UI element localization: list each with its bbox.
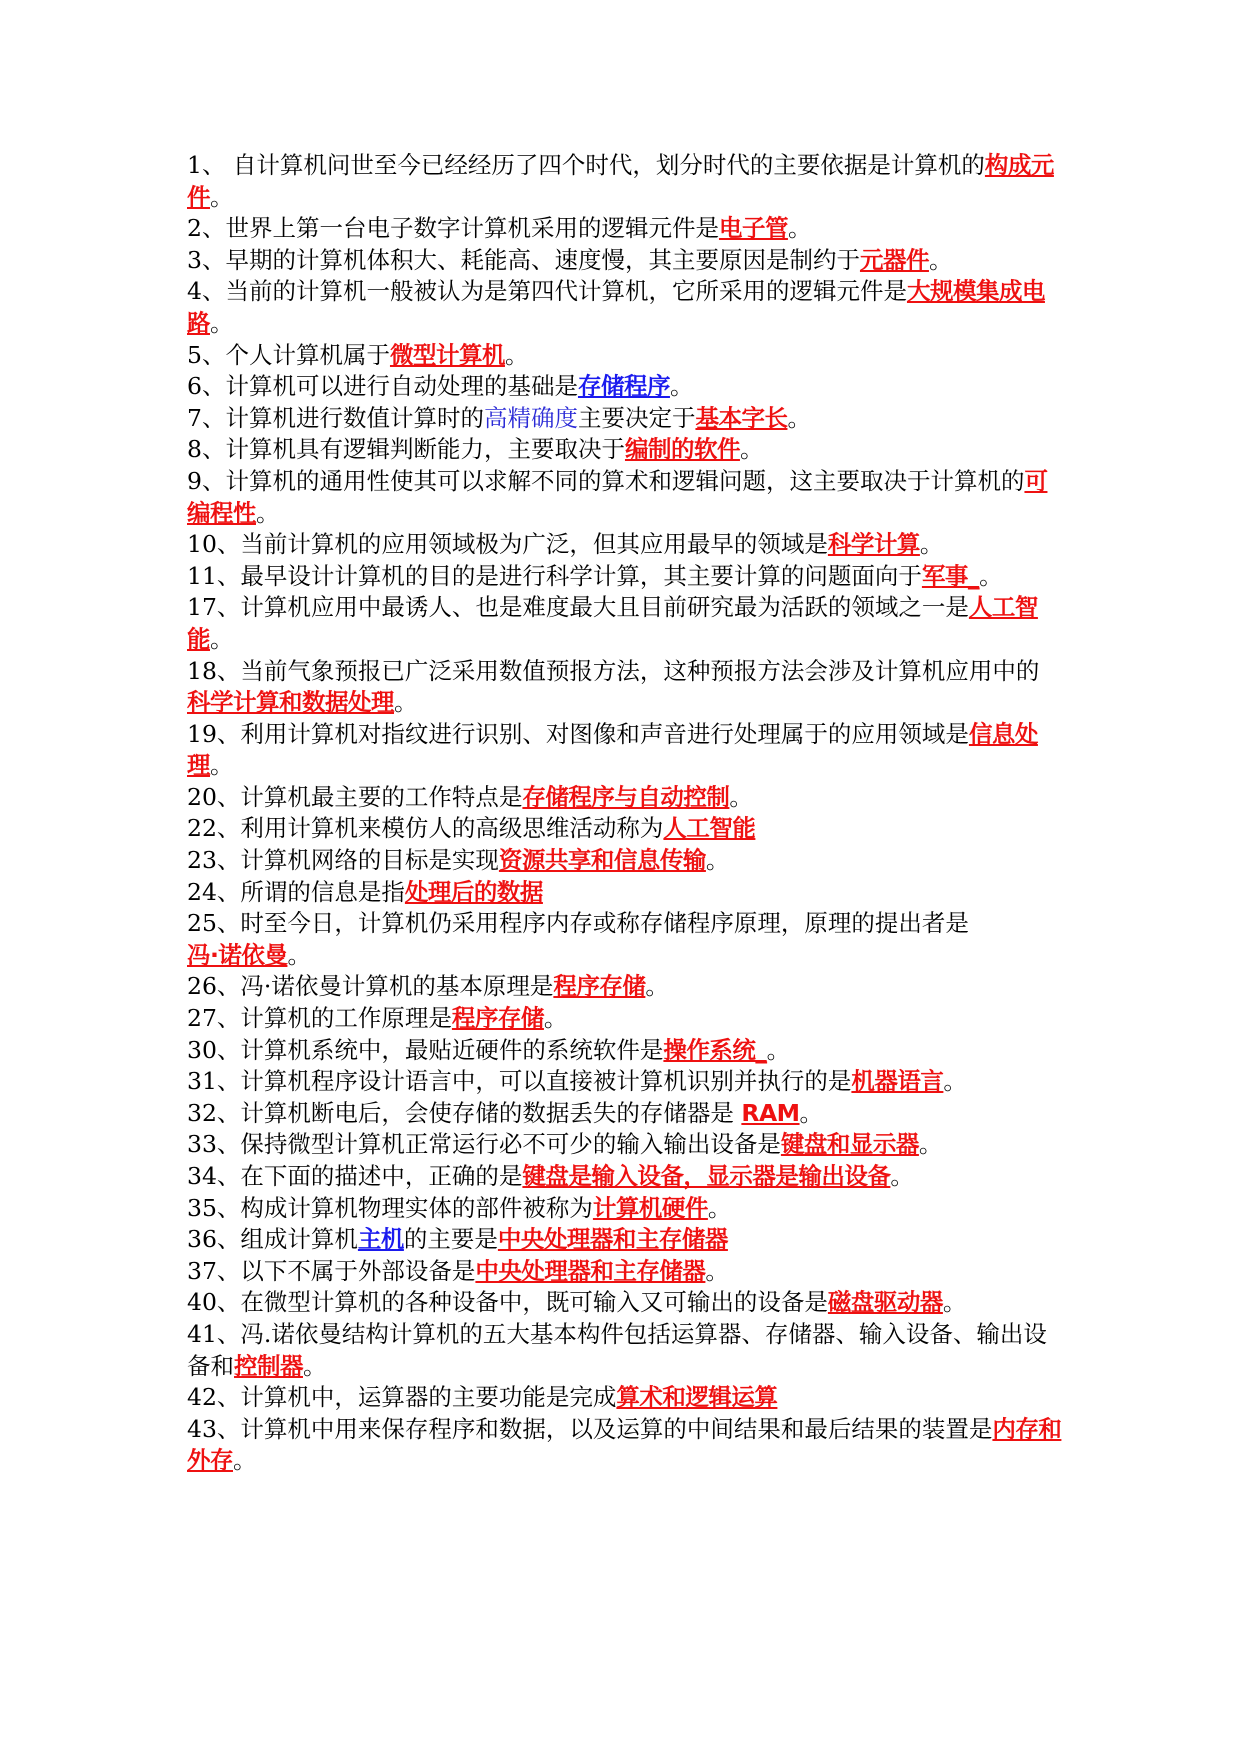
answer-text: 中央处理器和主存储器	[475, 1256, 706, 1285]
question-item	[187, 403, 1062, 435]
question-item	[187, 213, 1062, 245]
question-item	[187, 877, 1062, 909]
question-item	[187, 434, 1062, 466]
question-item	[187, 1256, 1062, 1288]
question-text: 17、计算机应用中最诱人、也是难度最大且目前研究最为活跃的领域之一是	[187, 593, 969, 622]
answer-text: 微型计算机	[389, 340, 505, 369]
question-text: 19、利用计算机对指纹进行识别、对图像和声音进行处理属于的应用领域是	[187, 719, 969, 748]
question-text: 43、计算机中用来保存程序和数据，以及运算的中间结果和最后结果的装置是	[187, 1414, 993, 1443]
question-text: 34、在下面的描述中，正确的是	[187, 1162, 523, 1190]
question-text: 。	[919, 530, 944, 559]
question-text: 。	[787, 403, 811, 432]
question-text: 37、以下不属于外部设备是	[187, 1256, 476, 1285]
question-item	[187, 845, 1062, 877]
question-text: 2、世界上第一台电子数字计算机采用的逻辑元件是	[187, 214, 719, 243]
question-item	[187, 276, 1062, 339]
question-text: 。	[256, 498, 280, 527]
answer-text: 内存和外存	[187, 1414, 1062, 1475]
question-text: 25、时至今日，计算机仍采用程序内存或称存储程序原理，原理的提出者是	[187, 909, 969, 938]
answer-text: 磁盘驱动器	[827, 1288, 943, 1317]
answer-text: 中央处理器和主存储器	[497, 1225, 728, 1254]
question-text: 8、计算机具有逻辑判断能力，主要取决于	[187, 435, 625, 464]
question-text: 35、构成计算机物理实体的部件被称为	[187, 1193, 593, 1222]
question-text: 40、在微型计算机的各种设备中，既可输入又可输出的设备是	[187, 1288, 828, 1317]
question-item	[187, 782, 1062, 814]
question-item	[187, 466, 1062, 529]
question-item	[187, 1003, 1062, 1035]
answer-text: 构成元件	[187, 151, 1054, 211]
question-text: 9、计算机的通用性使其可以求解不同的算术和逻辑问题，这主要取决于计算机的	[187, 466, 1025, 495]
answer-text: 程序存储	[451, 1004, 544, 1033]
question-item	[187, 1098, 1062, 1130]
question-text: 。	[233, 1446, 257, 1475]
question-item	[187, 1319, 1062, 1382]
answer-text: 机器语言	[851, 1067, 944, 1096]
question-text: 42、计算机中，运算器的主要功能是完成	[187, 1383, 617, 1412]
question-text: 。	[303, 1351, 327, 1380]
question-text: 。	[645, 972, 669, 1001]
question-item	[187, 1129, 1062, 1161]
answer-text: 科学计算和数据处理	[187, 688, 394, 717]
question-text: 。	[210, 308, 234, 337]
question-text: 。	[705, 846, 730, 875]
question-text: 22、利用计算机来模仿人的高级思维活动称为	[187, 814, 664, 843]
question-item	[187, 908, 1062, 971]
question-text: 32、计算机断电后，会使存储的数据丢失的存储器是	[187, 1098, 742, 1127]
answer-text: 可编程性	[187, 466, 1048, 527]
question-text: 。	[943, 1067, 967, 1096]
question-text: 18、当前气象预报已广泛采用数值预报方法，这种预报方法会涉及计算机应用中的	[187, 656, 1040, 685]
question-item	[187, 971, 1062, 1003]
question-item	[187, 813, 1062, 845]
answer-text: 科学计算	[827, 530, 920, 559]
question-text: 主要决定于	[577, 403, 696, 432]
question-text: 30、计算机系统中，最贴近硬件的系统软件是	[187, 1035, 664, 1064]
answer-text: RAM	[741, 1098, 800, 1127]
question-text: 。	[890, 1162, 914, 1190]
question-text: 。	[729, 782, 753, 811]
answer-text: 大规模集成电路	[187, 277, 1045, 337]
question-item	[187, 656, 1062, 719]
answer-text-blue: 存储程序	[577, 372, 670, 401]
question-item	[187, 561, 1062, 593]
question-text: 。	[669, 372, 694, 401]
question-text: 11、最早设计计算机的目的是进行科学计算，其主要计算的问题面向于	[187, 561, 922, 590]
question-text: 1、 自计算机问世至今已经经历了四个时代，划分时代的主要依据是计算机的	[187, 151, 985, 179]
question-text: 。	[543, 1004, 568, 1033]
question-text: 10、当前计算机的应用领域极为广泛，但其应用最早的领域是	[187, 530, 828, 559]
answer-text: 人工智能	[187, 593, 1038, 653]
question-text: 。	[942, 1288, 967, 1317]
answer-text: 计算机硬件	[592, 1193, 708, 1222]
question-item	[187, 529, 1062, 561]
question-text: 7、计算机进行数值计算时的	[187, 403, 484, 432]
document-page	[187, 150, 1062, 1477]
question-text: 。	[287, 940, 311, 969]
question-item	[187, 1035, 1062, 1067]
question-text: 。	[918, 1130, 943, 1159]
question-item	[187, 1066, 1062, 1098]
question-text: 。	[766, 1035, 791, 1064]
question-item	[187, 592, 1062, 655]
answer-text-blue: 主机	[357, 1225, 404, 1254]
question-item	[187, 1287, 1062, 1319]
question-item	[187, 245, 1062, 277]
question-text: 3、早期的计算机体积大、耗能高、速度慢，其主要原因是制约于	[187, 245, 860, 274]
question-text: 。	[707, 1193, 732, 1222]
highlighted-term: 高精确度	[483, 403, 578, 432]
question-text: 。	[210, 751, 234, 780]
question-text: 26、冯·诺依曼计算机的基本原理是	[187, 972, 554, 1001]
question-text: 。	[979, 561, 1003, 590]
answer-text: 键盘和显示器	[780, 1130, 919, 1159]
answer-text: 基本字长	[695, 403, 788, 432]
answer-text: 信息处理	[187, 719, 1038, 780]
question-item	[187, 1224, 1062, 1256]
question-item	[187, 1193, 1062, 1225]
answer-text: 军事_	[921, 561, 980, 590]
question-text: 6、计算机可以进行自动处理的基础是	[187, 372, 578, 401]
answer-text: 资源共享和信息传输	[498, 846, 706, 875]
answer-text: 程序存储	[553, 972, 646, 1001]
question-item	[187, 340, 1062, 372]
question-text: 。	[739, 435, 764, 464]
question-item	[187, 1161, 1062, 1193]
question-text: 27、计算机的工作原理是	[187, 1004, 452, 1033]
answer-text: 键盘是输入设备，显示器是输出设备	[522, 1162, 891, 1190]
answer-text: 冯·诺依曼	[187, 940, 288, 969]
question-text: 23、计算机网络的目标是实现	[187, 846, 499, 875]
question-text: 20、计算机最主要的工作特点是	[187, 782, 523, 811]
question-text: 。	[394, 688, 418, 717]
question-item	[187, 719, 1062, 782]
question-text: 33、保持微型计算机正常运行必不可少的输入输出设备是	[187, 1130, 781, 1159]
question-text: 。	[799, 1098, 824, 1127]
question-item	[187, 371, 1062, 403]
answer-text: 控制器	[234, 1351, 303, 1380]
answer-text: 元器件	[859, 245, 929, 274]
question-item	[187, 150, 1062, 213]
answer-text: 算术和逻辑运算	[616, 1383, 778, 1412]
answer-text: 电子管	[718, 214, 788, 243]
question-text: 。	[787, 214, 812, 243]
question-text: 31、计算机程序设计语言中，可以直接被计算机识别并执行的是	[187, 1067, 852, 1096]
answer-text: 编制的软件	[624, 435, 740, 464]
question-text: 。	[210, 182, 234, 211]
question-text: 的主要是	[403, 1225, 498, 1254]
answer-text: 存储程序与自动控制	[522, 782, 730, 811]
question-text: 5、个人计算机属于	[187, 340, 390, 369]
question-item	[187, 1414, 1062, 1477]
question-text: 36、组成计算机	[187, 1225, 358, 1254]
question-text: 。	[504, 340, 529, 369]
question-text: 。	[705, 1256, 729, 1285]
question-text: 。	[210, 624, 234, 653]
answer-text: 操作系统_	[663, 1035, 767, 1064]
question-text: 41、冯.诺依曼结构计算机的五大基本构件包括运算器、存储器、输入设备、输出设备和	[187, 1319, 1047, 1380]
question-item	[187, 1382, 1062, 1414]
question-text: 4、当前的计算机一般被认为是第四代计算机，它所采用的逻辑元件是	[187, 277, 907, 306]
question-text: 24、所谓的信息是指	[187, 877, 405, 906]
answer-text: 人工智能	[663, 814, 756, 843]
question-text: 。	[928, 245, 953, 274]
answer-text: 处理后的数据	[404, 877, 543, 906]
